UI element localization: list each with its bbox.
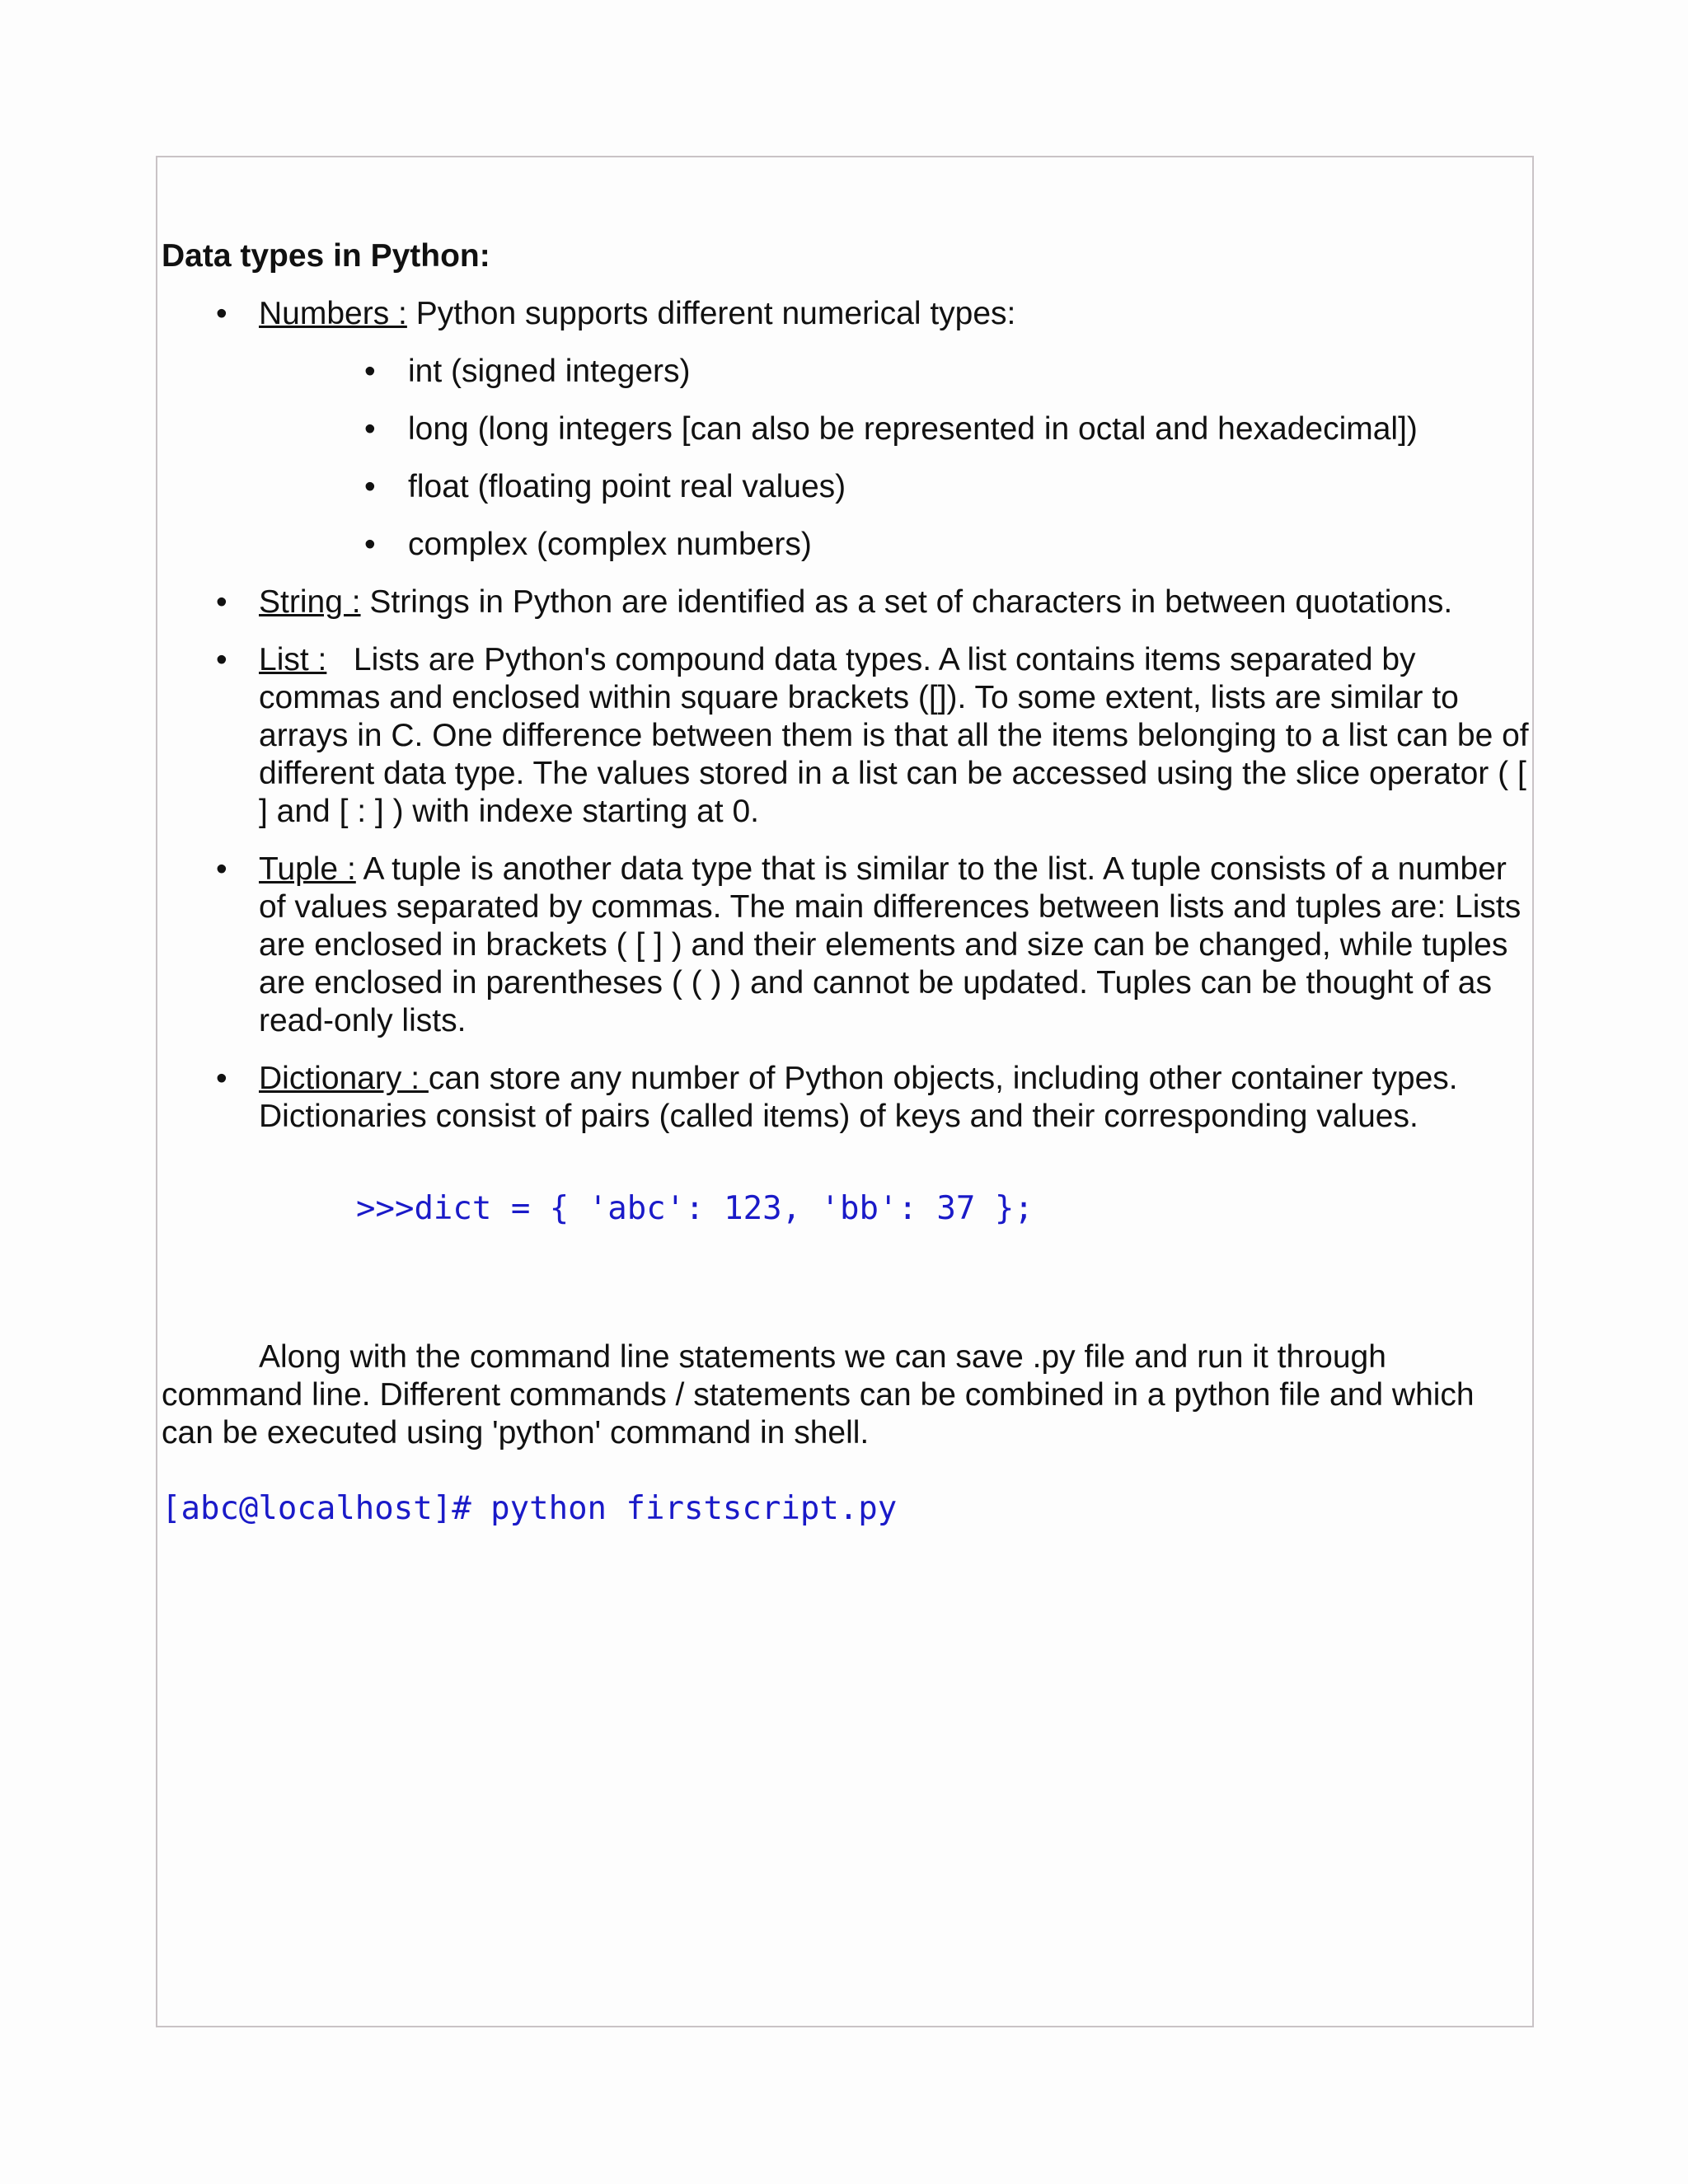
section-heading: Data types in Python: <box>162 238 490 274</box>
description-tuple: A tuple is another data type that is similar to the list. A tuple consists of a number of values separated by commas. The main differences between lists and tuples are: Lists are enclosed in brackets ( [ ] ) and their elements and size can be changed, while tuples are enclosed in parentheses ( ( ) ) and cannot be updated. Tuples can be thought of as read-only lists. <box>259 851 1522 1038</box>
list-item-list <box>162 641 1538 831</box>
data-types-list <box>162 295 1538 1136</box>
term-dictionary: Dictionary : <box>259 1061 429 1096</box>
numeric-types-list <box>259 353 1530 564</box>
document-content <box>162 237 1538 1528</box>
list-item-dictionary <box>162 1060 1530 1136</box>
body-paragraph: Along with the command line statements we can save .py file and run it through command line. Different commands / statements can be combined in a python file and which can be executed using 'python' command in shell. <box>162 1339 1475 1451</box>
list-item-string <box>162 583 1530 621</box>
list-item-tuple <box>162 851 1530 1040</box>
subitem-int: • int (signed integers) <box>259 353 1530 391</box>
code-example-shell: [abc@localhost]# python firstscript.py <box>162 1490 898 1527</box>
description-list: Lists are Python's compound data types. A list contains items separated by commas and enclosed within square brackets ([]). To some extent, lists are similar to arrays in C. One difference between them is that all the items belonging to a list can be of different data type. The values stored in a list can be accessed using the slice operator ( [ ] and [ : ] ) with indexe starting at 0. <box>259 642 1538 829</box>
term-string: String : <box>259 584 361 620</box>
description-dictionary: can store any number of Python objects, including other container types. Dictionaries consist of pairs (called items) of keys and their corresponding values. <box>259 1061 1458 1134</box>
subitem-long: • long (long integers [can also be represented in octal and hexadecimal]) <box>259 410 1530 448</box>
term-list: List : <box>259 642 327 677</box>
term-tuple: Tuple : <box>259 851 356 887</box>
description-string: Strings in Python are identified as a set of characters in between quotations. <box>360 584 1453 620</box>
term-numbers: Numbers : <box>259 296 407 331</box>
subitem-float: • float (floating point real values) <box>259 468 1530 506</box>
code-example-dict: >>>dict = { 'abc': 123, 'bb': 37 }; <box>356 1190 1034 1227</box>
subitem-complex: • complex (complex numbers) <box>259 526 1530 564</box>
list-item-numbers <box>162 295 1530 564</box>
description-numbers: Python supports different numerical types: <box>406 296 1016 331</box>
